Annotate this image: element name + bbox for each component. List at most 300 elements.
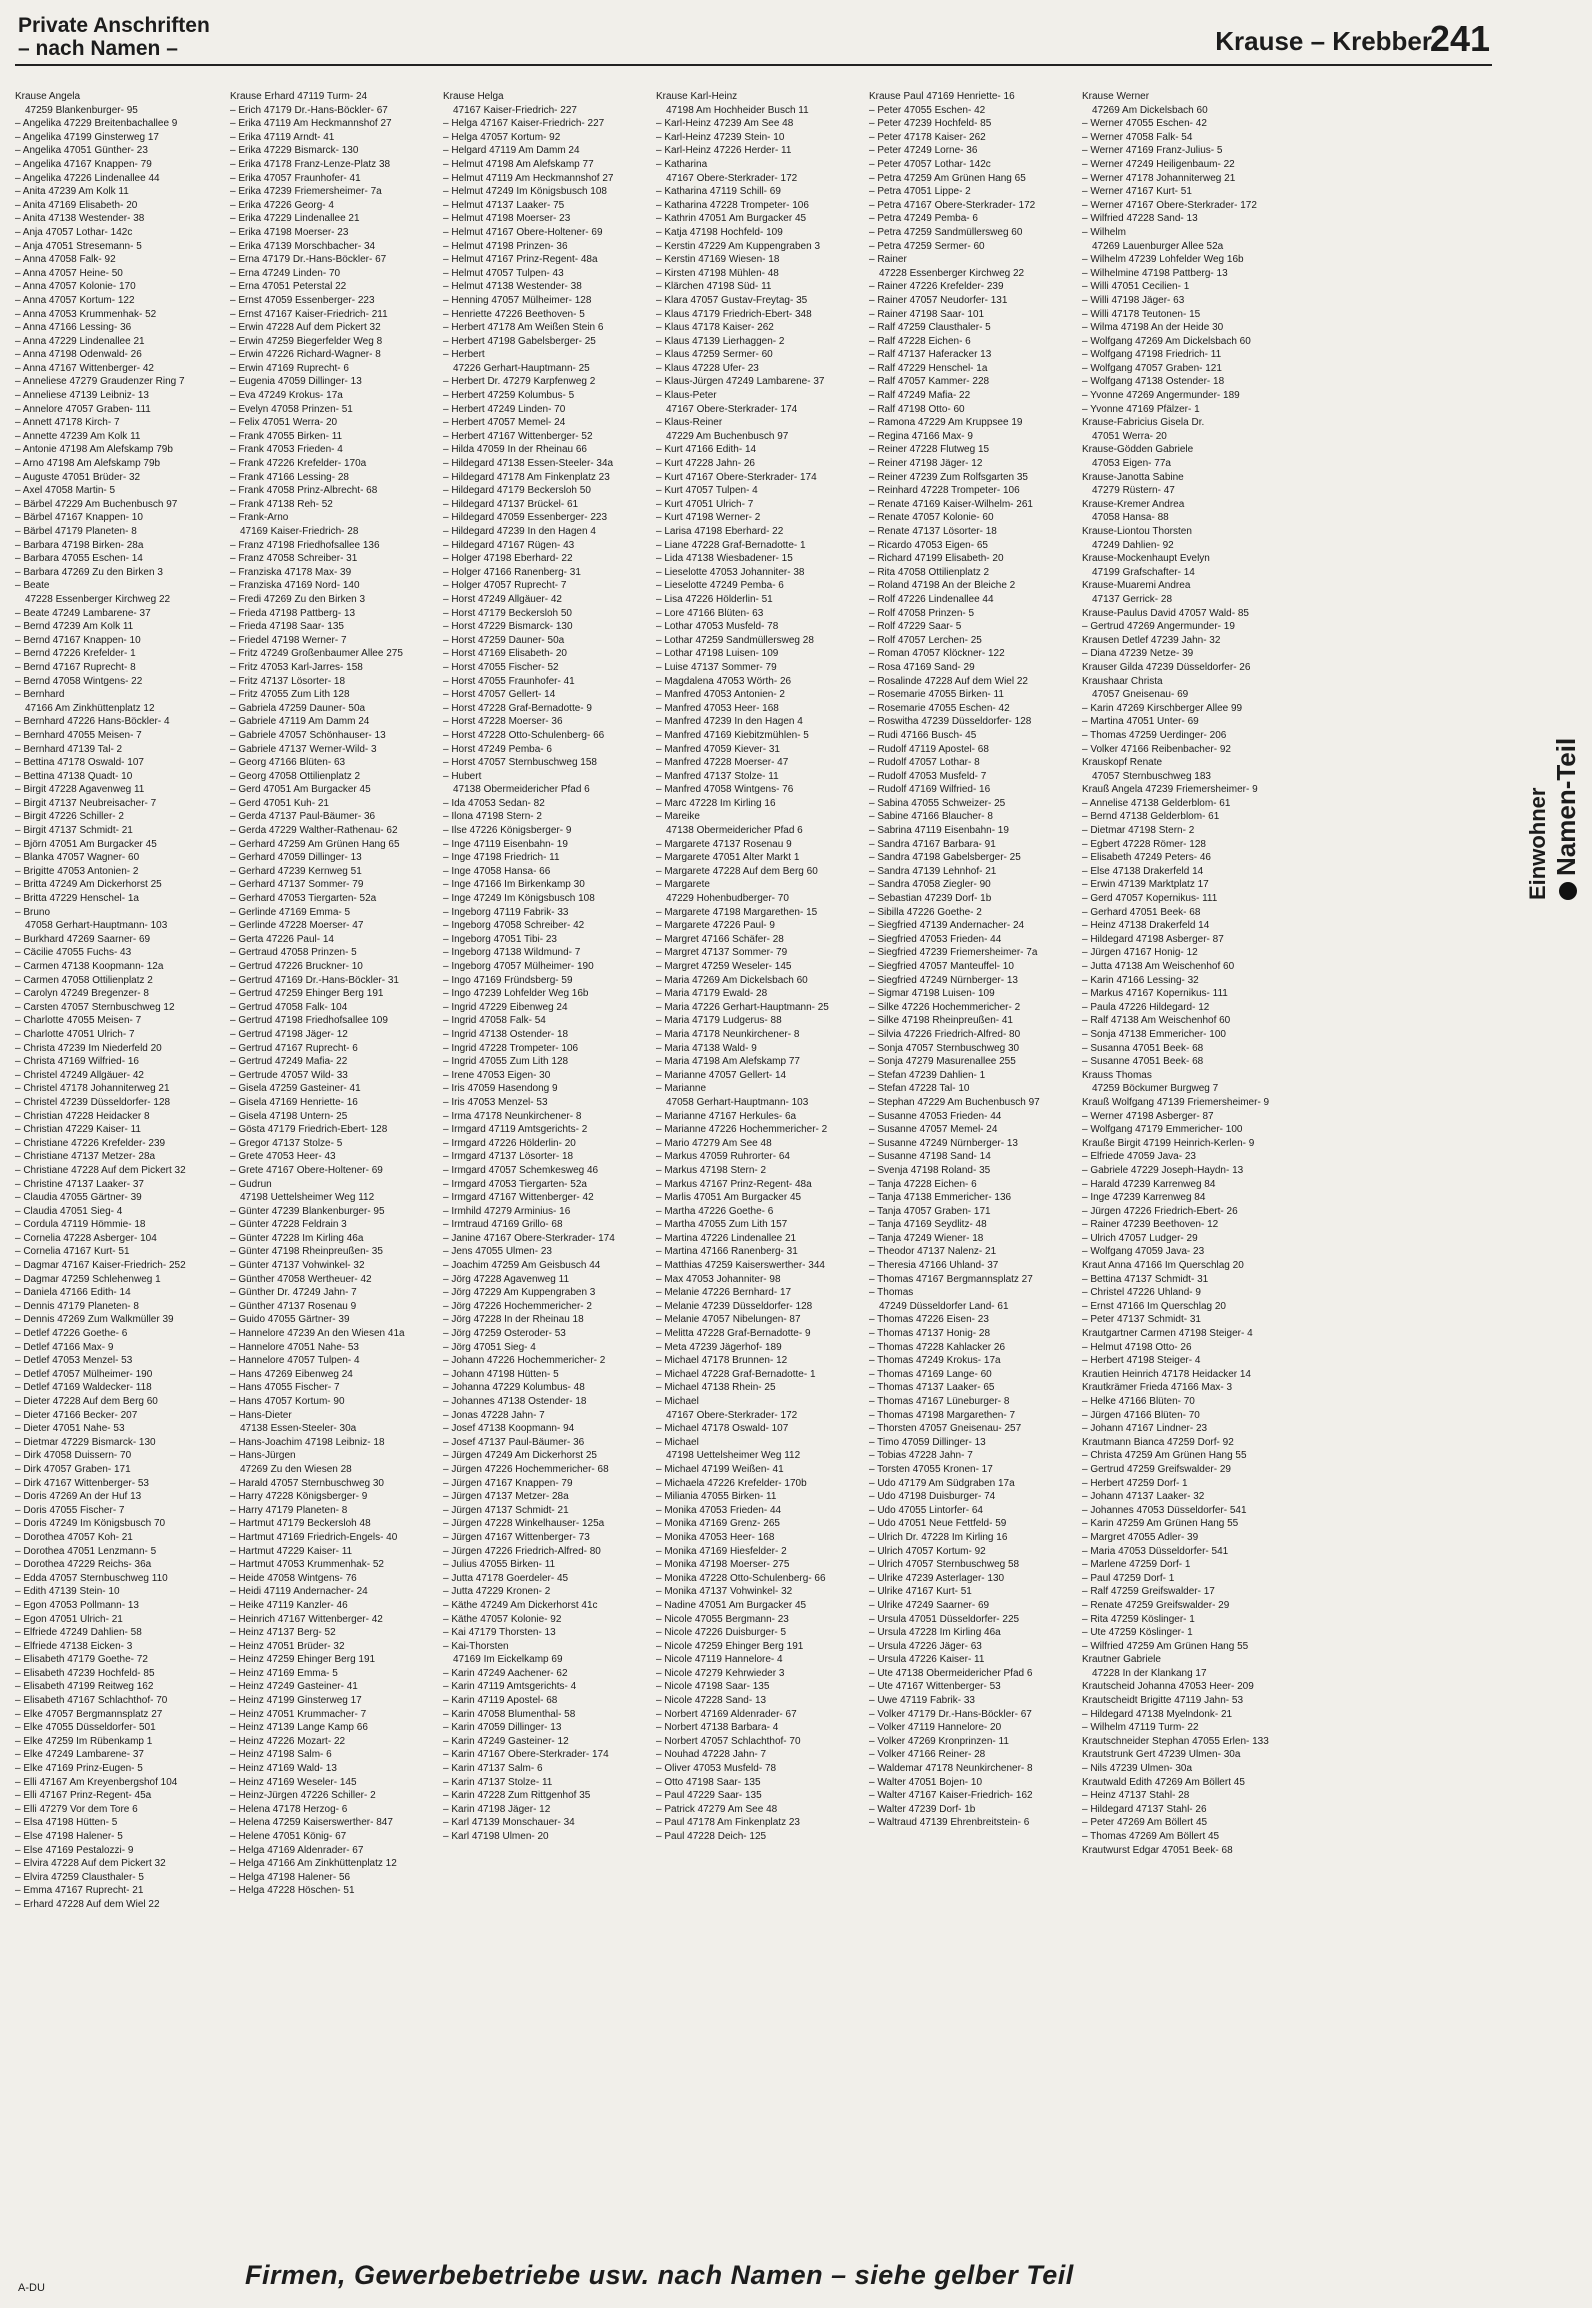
listing-entry: – Rainer 47239 Beethoven- 12 xyxy=(1082,1219,1219,1231)
listing-entry: – Kurt 47166 Edith- 14 xyxy=(656,444,757,456)
listing-entry: – Johanna 47229 Kolumbus- 48 xyxy=(443,1382,585,1394)
listing-entry: – Bernd 47058 Wintgens- 22 xyxy=(15,675,143,687)
listing-entry: – Hans-Dieter xyxy=(230,1409,292,1421)
listing-entry: Krauser Gilda 47239 Düsseldorfer- 26 xyxy=(1082,661,1251,673)
listing-entry: – Renate 47137 Lösorter- 18 xyxy=(869,526,997,537)
listing-entry: – Horst 47169 Elisabeth- 20 xyxy=(443,648,567,660)
listing-entry: – Christel 47249 Allgäuer- 42 xyxy=(15,1069,144,1081)
listing-entry: – Ingeborg 47057 Mülheimer- 190 xyxy=(443,961,594,972)
listing-entry: – Peter 47249 Lorne- 36 xyxy=(869,145,978,157)
listing-entry: – Bernhard xyxy=(15,689,65,701)
listing-entry: 47138 Obermeidericher Pfad 6 xyxy=(666,825,803,837)
listing-entry: – Jörg 47228 Agavenweg 11 xyxy=(443,1273,570,1285)
listing-entry: – Monika 47169 Hiesfelder- 2 xyxy=(656,1545,787,1557)
listing-entry: – Evelyn 47058 Prinzen- 51 xyxy=(230,403,353,415)
listing-entry: – Margret 47166 Schäfer- 28 xyxy=(656,933,784,945)
listing-entry: – Udo 47198 Duisburger- 74 xyxy=(869,1491,996,1503)
listing-entry: – Kurt 47198 Werner- 2 xyxy=(656,512,761,524)
listing-column-2 xyxy=(230,90,435,2240)
listing-entry: – Angelika 47229 Breitenbachallee 9 xyxy=(15,118,178,130)
listing-entry: – Anita 47138 Westender- 38 xyxy=(15,213,145,225)
listing-entry: – Magdalena 47053 Wörth- 26 xyxy=(656,675,792,687)
listing-entry: – Klara 47057 Gustav-Freytag- 35 xyxy=(656,294,808,306)
listing-entry: – Bernd 47138 Gelderblom- 61 xyxy=(1082,811,1220,823)
listing-entry: – Thorsten 47057 Gneisenau- 257 xyxy=(869,1423,1022,1435)
listing-entry: – Gisela 47198 Untern- 25 xyxy=(230,1110,348,1122)
listing-entry: Krause-Mockenhaupt Evelyn xyxy=(1082,553,1210,565)
listing-entry: – Rosalinde 47228 Auf dem Wiel 22 xyxy=(869,675,1028,687)
listing-entry: – Doris 47055 Fischer- 7 xyxy=(15,1504,125,1516)
listing-entry: Krautien Heinrich 47178 Heidacker 14 xyxy=(1082,1368,1251,1380)
listing-entry: – Ilona 47198 Stern- 2 xyxy=(443,811,542,823)
listing-entry: – Walter 47239 Dorf- 1b xyxy=(869,1803,976,1815)
listing-entry: – Horst 47228 Graf-Bernadotte- 9 xyxy=(443,702,592,714)
listing-entry: – Ingo 47169 Fründsberg- 59 xyxy=(443,974,573,986)
listing-entry: – Ralf 47249 Mafia- 22 xyxy=(869,390,971,402)
listing-entry: – Frank 47055 Birken- 11 xyxy=(230,430,343,442)
listing-entry: – Rudolf 47119 Apostel- 68 xyxy=(869,743,989,755)
listing-entry: – Ulrike 47239 Asterlager- 130 xyxy=(869,1572,1005,1584)
listing-entry: – Sibilla 47226 Goethe- 2 xyxy=(869,906,982,918)
listing-entry: – Heinz 47226 Mozart- 22 xyxy=(230,1735,346,1747)
listing-entry: – Elvira 47259 Clausthaler- 5 xyxy=(15,1871,144,1883)
listing-entry: – Karin 47269 Kirschberger Allee 99 xyxy=(1082,702,1243,714)
listing-entry: – Monika 47137 Vohwinkel- 32 xyxy=(656,1586,793,1598)
listing-entry: – Gerhard 47053 Tiergarten- 52a xyxy=(230,893,377,905)
listing-entry: – Gertrud 47058 Falk- 104 xyxy=(230,1001,348,1013)
listing-entry: – Karin 47249 Aachener- 62 xyxy=(443,1667,568,1679)
listing-entry: – Reiner 47198 Jäger- 12 xyxy=(869,458,983,470)
listing-entry: – Lida 47138 Wiesbadener- 15 xyxy=(656,553,793,565)
listing-entry: – Claudia 47051 Sieg- 4 xyxy=(15,1205,123,1217)
listing-entry: – Fritz 47055 Zum Lith 128 xyxy=(230,689,350,701)
listing-entry: – Ralf 47137 Haferacker 13 xyxy=(869,349,992,361)
listing-entry: – Maria 47179 Ludgerus- 88 xyxy=(656,1015,782,1027)
listing-entry: – Wolfgang 47057 Graben- 121 xyxy=(1082,362,1222,374)
listing-entry: – Paul 47178 Am Finkenplatz 23 xyxy=(656,1817,800,1829)
listing-entry: – Ricardo 47053 Eigen- 65 xyxy=(869,539,988,551)
listing-entry: – Michael xyxy=(656,1436,699,1448)
listing-entry: – Paula 47226 Hildegard- 12 xyxy=(1082,1001,1210,1013)
listing-entry: – Egbert 47228 Römer- 128 xyxy=(1082,838,1206,850)
listing-entry: – Fredi 47269 Zu den Birken 3 xyxy=(230,593,366,605)
listing-entry: 47228 Essenberger Kirchweg 22 xyxy=(25,593,171,605)
listing-entry: – Kurt 47057 Tulpen- 4 xyxy=(656,485,758,497)
listing-entry: – Bernhard 47055 Meisen- 7 xyxy=(15,729,142,741)
listing-entry: – Gisela 47259 Gasteiner- 41 xyxy=(230,1083,361,1095)
listing-entry: Krauskopf Renate xyxy=(1082,757,1163,769)
listing-entry: – Sandra 47139 Lehnhof- 21 xyxy=(869,865,997,877)
listing-entry: – Jörg 47229 Am Kuppengraben 3 xyxy=(443,1287,596,1299)
listing-entry: – Helga 47198 Halener- 56 xyxy=(230,1871,351,1883)
listing-entry: – Susanna 47051 Beek- 68 xyxy=(1082,1042,1204,1054)
listing-entry: – Kerstin 47229 Am Kuppengraben 3 xyxy=(656,240,821,252)
listing-entry: – Werner 47055 Eschen- 42 xyxy=(1082,118,1207,130)
listing-entry: – Auguste 47051 Brüder- 32 xyxy=(15,471,141,483)
listing-entry: – Gabriele 47057 Schönhauser- 13 xyxy=(230,729,386,741)
listing-entry: – Erwin 47139 Marktplatz 17 xyxy=(1082,879,1209,891)
listing-entry: – Wilhelm 47239 Lohfelder Weg 16b xyxy=(1082,254,1244,266)
listing-entry: Krauß Angela 47239 Friemersheimer- 9 xyxy=(1082,784,1258,796)
listing-entry: – Karin 47166 Lessing- 32 xyxy=(1082,974,1199,986)
listing-entry: – Matthias 47259 Kaiserswerther- 344 xyxy=(656,1260,825,1272)
listing-entry: – Helmut 47119 Am Heckmannshof 27 xyxy=(443,172,614,184)
listing-entry: – Manfred 47239 In den Hagen 4 xyxy=(656,716,803,728)
listing-entry: – Frank 47166 Lessing- 28 xyxy=(230,471,349,483)
listing-entry: – Egon 47053 Pollmann- 13 xyxy=(15,1599,139,1611)
listing-entry: – Herbert 47259 Dorf- 1 xyxy=(1082,1477,1188,1489)
listing-entry: 47057 Sternbuschweg 183 xyxy=(1092,770,1211,782)
listing-entry: – Martina 47226 Lindenallee 21 xyxy=(656,1232,797,1244)
listing-entry: – Margarete 47198 Margarethen- 15 xyxy=(656,906,818,918)
listing-entry: – Willi 47198 Jäger- 63 xyxy=(1082,294,1185,306)
listing-entry: – Rolf 47058 Prinzen- 5 xyxy=(869,607,975,619)
listing-entry: – Jutta 47178 Goerdeler- 45 xyxy=(443,1572,569,1584)
listing-entry: – Ulrich 47057 Sternbuschweg 58 xyxy=(869,1559,1020,1571)
listing-entry: – Ralf 47229 Henschel- 1a xyxy=(869,362,988,374)
listing-entry: – Thomas 47226 Eisen- 23 xyxy=(869,1314,989,1326)
listing-entry: – Elisabeth 47179 Goethe- 72 xyxy=(15,1654,148,1666)
listing-entry: – Paul 47259 Dorf- 1 xyxy=(1082,1572,1175,1584)
listing-entry: – Manfred 47169 Kiebitzmühlen- 5 xyxy=(656,729,809,741)
listing-entry: – Sandra 47167 Barbara- 91 xyxy=(869,838,996,850)
listing-entry: – Werner 47167 Kurt- 51 xyxy=(1082,186,1192,198)
listing-entry: – Bettina 47138 Quadt- 10 xyxy=(15,770,133,782)
listing-entry: – Henning 47057 Mülheimer- 128 xyxy=(443,294,592,306)
listing-entry: – Werner 47169 Franz-Julius- 5 xyxy=(1082,145,1223,157)
listing-entry: – Peter 47137 Schmidt- 31 xyxy=(1082,1314,1201,1326)
listing-entry: – Gerlinde 47169 Emma- 5 xyxy=(230,906,351,918)
listing-entry: – Carmen 47138 Koopmann- 12a xyxy=(15,961,164,972)
listing-entry: – Elke 47057 Bergmannsplatz 27 xyxy=(15,1708,163,1720)
listing-entry: – Inge 47198 Friedrich- 11 xyxy=(443,852,560,864)
listing-entry: – Marianne 47167 Herkules- 6a xyxy=(656,1110,797,1122)
listing-entry: – Wolfgang 47198 Friedrich- 11 xyxy=(1082,349,1222,361)
listing-entry: – Gerhard 47259 Am Grünen Hang 65 xyxy=(230,838,400,850)
listing-entry: – Sonja 47279 Masurenallee 255 xyxy=(869,1056,1016,1068)
listing-entry: – Heinz 47198 Salm- 6 xyxy=(230,1749,332,1761)
listing-entry: – Ute 47138 Obermeidericher Pfad 6 xyxy=(869,1667,1033,1679)
listing-entry: 47228 In der Klankang 17 xyxy=(1092,1667,1207,1679)
listing-entry: – Rolf 47057 Lerchen- 25 xyxy=(869,634,982,646)
listing-entry: – Kurt 47051 Ulrich- 7 xyxy=(656,498,754,510)
listing-entry: – Erika 47057 Fraunhofer- 41 xyxy=(230,172,361,184)
listing-entry: – Rosemarie 47055 Birken- 11 xyxy=(869,689,1004,701)
listing-entry: – Theresia 47166 Uhland- 37 xyxy=(869,1260,999,1272)
listing-entry: – Udo 47179 Am Südgraben 17a xyxy=(869,1477,1015,1489)
listing-entry: – Rudolf 47169 Wilfried- 16 xyxy=(869,784,991,796)
listing-entry: – Lothar 47259 Sandmüllersweg 28 xyxy=(656,634,814,646)
listing-entry: – Dietmar 47198 Stern- 2 xyxy=(1082,825,1195,837)
listing-entry: – Anna 47057 Kolonie- 170 xyxy=(15,281,136,293)
listing-entry: – Helga 47166 Am Zinkhüttenplatz 12 xyxy=(230,1858,397,1870)
listing-entry: – Frank 47138 Reh- 52 xyxy=(230,498,333,510)
listing-entry: – Irmgard 47057 Schemkesweg 46 xyxy=(443,1164,599,1176)
listing-entry: – Helene 47051 König- 67 xyxy=(230,1831,347,1842)
listing-entry: – Dietmar 47229 Bismarck- 130 xyxy=(15,1436,156,1448)
listing-entry: – Birgit 47226 Schiller- 2 xyxy=(15,811,124,823)
listing-entry: – Norbert 47169 Aldenrader- 67 xyxy=(656,1708,797,1720)
listing-entry: – Hubert xyxy=(443,770,482,782)
listing-entry: – Barbara 47269 Zu den Birken 3 xyxy=(15,566,163,578)
listing-entry: – Helmut 47198 Otto- 26 xyxy=(1082,1341,1192,1353)
listing-entry: – Maria 47226 Gerhart-Hauptmann- 25 xyxy=(656,1001,829,1013)
listing-entry: – Silke 47198 Rheinpreußen- 41 xyxy=(869,1015,1013,1027)
listing-entry: – Jörg 47228 In der Rheinau 18 xyxy=(443,1314,584,1326)
listing-entry: – Barbara 47055 Eschen- 14 xyxy=(15,553,143,565)
listing-entry: – Roman 47057 Klöckner- 122 xyxy=(869,648,1005,660)
listing-entry: – Waldemar 47178 Neunkirchener- 8 xyxy=(869,1763,1033,1775)
listing-entry: 47259 Böckumer Burgweg 7 xyxy=(1092,1083,1219,1095)
listing-entry: – Michael 47199 Weißen- 41 xyxy=(656,1463,784,1475)
listing-entry: – Katja 47198 Hochfeld- 109 xyxy=(656,226,783,238)
listing-entry: – Gabriela 47259 Dauner- 50a xyxy=(230,702,366,714)
side-tab-top: Einwohner xyxy=(1525,787,1550,900)
listing-entry: – Helga 47057 Kortum- 92 xyxy=(443,131,561,143)
listing-entry: – Liane 47228 Graf-Bernadotte- 1 xyxy=(656,539,806,551)
listing-entry: – Ursula 47226 Kaiser- 11 xyxy=(869,1654,985,1666)
listing-entry: – Rudolf 47057 Lothar- 8 xyxy=(869,757,980,769)
listing-entry: 47058 Gerhart-Hauptmann- 103 xyxy=(25,920,168,932)
listing-entry: – Heinz 47051 Krummacher- 7 xyxy=(230,1708,367,1720)
listing-entry: – Gerhard 47137 Sommer- 79 xyxy=(230,879,364,891)
listing-entry: – Petra 47051 Lippe- 2 xyxy=(869,186,971,198)
listing-entry: – Torsten 47055 Kronen- 17 xyxy=(869,1463,993,1475)
listing-entry: – Manfred 47053 Antonien- 2 xyxy=(656,689,785,701)
listing-entry: 47198 Am Hochheider Busch 11 xyxy=(666,104,809,116)
listing-entry: – Wilfried 47259 Am Grünen Hang 55 xyxy=(1082,1640,1249,1652)
listing-entry: – Ursula 47226 Jäger- 63 xyxy=(869,1640,982,1652)
listing-entry: – Jürgen 47226 Friedrich-Alfred- 80 xyxy=(443,1545,601,1557)
listing-entry: – Anita 47169 Elisabeth- 20 xyxy=(15,199,138,211)
listing-entry: – Tanja 47169 Seydlitz- 48 xyxy=(869,1219,987,1231)
listing-entry: – Volker 47179 Dr.-Hans-Böckler- 67 xyxy=(869,1708,1032,1720)
listing-entry: – Helmut 47138 Westender- 38 xyxy=(443,281,582,293)
listing-entry: – Regina 47166 Max- 9 xyxy=(869,430,973,442)
listing-entry: – Susanne 47198 Sand- 14 xyxy=(869,1151,991,1163)
listing-entry: – Ute 47259 Köslinger- 1 xyxy=(1082,1627,1193,1639)
listing-entry: – Hartmut 47169 Friedrich-Engels- 40 xyxy=(230,1531,398,1543)
listing-entry: Krautschneider Stephan 47055 Erlen- 133 xyxy=(1082,1735,1269,1747)
listing-entry: – Anna 47053 Krummenhak- 52 xyxy=(15,308,157,320)
listing-entry: – Heinz 47169 Weseler- 145 xyxy=(230,1776,357,1788)
listing-entry: 47138 Essen-Steeler- 30a xyxy=(240,1423,357,1435)
listing-entry: – Günter 47198 Rheinpreußen- 35 xyxy=(230,1246,383,1258)
listing-entry: – Gerhard 47059 Dillinger- 13 xyxy=(230,852,362,864)
listing-entry: – Klaus 47228 Ufer- 23 xyxy=(656,362,759,374)
listing-entry: – Erika 47139 Morschbacher- 34 xyxy=(230,240,376,252)
listing-entry: – Anna 47166 Lessing- 36 xyxy=(15,322,132,334)
listing-entry: – Erika 47119 Am Heckmannshof 27 xyxy=(230,118,392,130)
listing-entry: – Norbert 47138 Barbara- 4 xyxy=(656,1722,779,1734)
listing-entry: – Nils 47239 Ulmen- 30a xyxy=(1082,1763,1193,1775)
listing-entry: – Susanne 47057 Memel- 24 xyxy=(869,1124,998,1136)
listing-entry: – Monika 47169 Grenz- 265 xyxy=(656,1518,780,1530)
listing-entry: – Michaela 47226 Krefelder- 170b xyxy=(656,1477,807,1489)
listing-entry: Krause Karl-Heinz xyxy=(656,91,738,102)
listing-entry: 47169 Im Eickelkamp 69 xyxy=(453,1654,563,1666)
listing-columns xyxy=(15,90,1300,2240)
listing-entry: Krauße Birgit 47199 Heinrich-Kerlen- 9 xyxy=(1082,1137,1255,1149)
listing-entry: – Frank 47053 Frieden- 4 xyxy=(230,444,343,456)
listing-entry: Krautscheid Johanna 47053 Heer- 209 xyxy=(1082,1681,1254,1693)
listing-entry: – Tobias 47228 Jahn- 7 xyxy=(869,1450,973,1462)
listing-entry: Krauß Wolfgang 47139 Friemersheimer- 9 xyxy=(1082,1096,1270,1108)
listing-entry: – Ralf 47138 Am Weischenhof 60 xyxy=(1082,1015,1231,1027)
listing-entry: – Rudi 47166 Busch- 45 xyxy=(869,729,977,741)
listing-entry: – Bärbel 47229 Am Buchenbusch 97 xyxy=(15,498,178,510)
listing-entry: – Gertrude 47057 Wild- 33 xyxy=(230,1069,348,1081)
listing-entry: – Thomas xyxy=(869,1287,914,1299)
listing-entry: – Sandra 47058 Ziegler- 90 xyxy=(869,879,991,891)
area-code: A-DU xyxy=(18,2282,45,2294)
listing-entry: – Horst 47228 Otto-Schulenberg- 66 xyxy=(443,729,605,741)
listing-entry: – Blanka 47057 Wagner- 60 xyxy=(15,852,140,864)
listing-entry: – Wolfgang 47269 Am Dickelsbach 60 xyxy=(1082,335,1251,347)
listing-entry: – Eugenia 47059 Dillinger- 13 xyxy=(230,376,362,388)
listing-entry: – Anneliese 47139 Leibniz- 13 xyxy=(15,390,149,402)
listing-entry: – Ulrike 47167 Kurt- 51 xyxy=(869,1586,972,1598)
listing-entry: – Daniela 47166 Edith- 14 xyxy=(15,1287,131,1299)
listing-entry: 47198 Uettelsheimer Weg 112 xyxy=(240,1192,375,1204)
listing-entry: – Guido 47055 Gärtner- 39 xyxy=(230,1314,350,1326)
listing-entry: – Markus 47167 Kopernikus- 111 xyxy=(1082,988,1228,1000)
listing-entry: – Erna 47179 Dr.-Hans-Böckler- 67 xyxy=(230,254,387,266)
listing-entry: – Dagmar 47167 Kaiser-Friedrich- 252 xyxy=(15,1260,186,1272)
listing-entry: – Christiane 47137 Metzer- 28a xyxy=(15,1151,156,1163)
listing-entry: – Elli 47279 Vor dem Tore 6 xyxy=(15,1803,138,1815)
listing-entry: – Herbert 47259 Kolumbus- 5 xyxy=(443,390,575,402)
listing-entry: – Elisabeth 47249 Peters- 46 xyxy=(1082,852,1211,864)
listing-entry: – Sigmar 47198 Luisen- 109 xyxy=(869,988,995,1000)
listing-entry: – Anna 47198 Odenwald- 26 xyxy=(15,349,142,361)
listing-entry: – Bärbel 47179 Planeten- 8 xyxy=(15,526,137,537)
listing-entry: – Erwin 47169 Ruprecht- 6 xyxy=(230,362,349,374)
listing-entry: – Marc 47228 Im Kirling 16 xyxy=(656,797,776,809)
listing-entry: – Margarete 47137 Rosenau 9 xyxy=(656,838,792,850)
listing-entry: – Irmgard 47119 Amtsgerichts- 2 xyxy=(443,1124,588,1136)
listing-entry: – Gerlinde 47228 Moerser- 47 xyxy=(230,920,364,932)
listing-entry: – Klaus 47179 Friedrich-Ebert- 348 xyxy=(656,308,812,320)
listing-entry: – Erhard 47228 Auf dem Wiel 22 xyxy=(15,1898,160,1910)
section-title-line1: Private Anschriften xyxy=(18,14,210,37)
listing-entry: – Elke 47259 Im Rübenkamp 1 xyxy=(15,1735,153,1747)
listing-entry: – Wilhelmine 47198 Pattberg- 13 xyxy=(1082,267,1228,279)
listing-entry: – Josef 47138 Koopmann- 94 xyxy=(443,1423,575,1435)
listing-entry: – Thomas 47137 Laaker- 65 xyxy=(869,1382,995,1394)
listing-entry: – Lothar 47053 Musfeld- 78 xyxy=(656,621,779,633)
listing-entry: – Johannes 47053 Düsseldorfer- 541 xyxy=(1082,1504,1247,1516)
listing-entry: – Wolfgang 47138 Ostender- 18 xyxy=(1082,376,1225,388)
listing-entry: – Manfred 47059 Kiever- 31 xyxy=(656,743,780,755)
listing-entry: – Maria 47053 Düsseldorfer- 541 xyxy=(1082,1545,1229,1557)
listing-entry: – Irmgard 47167 Wittenberger- 42 xyxy=(443,1192,594,1204)
listing-entry: – Annelise 47138 Gelderblom- 61 xyxy=(1082,797,1231,809)
listing-entry: – Detlef 47169 Waldecker- 118 xyxy=(15,1382,152,1394)
listing-entry: – Helmut 47198 Am Alefskamp 77 xyxy=(443,158,594,170)
listing-entry: – Fritz 47053 Karl-Jarres- 158 xyxy=(230,661,363,673)
listing-entry: 47269 Am Dickelsbach 60 xyxy=(1092,104,1208,116)
listing-entry: – Susanne 47051 Beek- 68 xyxy=(1082,1056,1204,1068)
listing-entry: – Antonie 47198 Am Alefskamp 79b xyxy=(15,444,173,456)
listing-entry: – Gerd 47057 Kopernikus- 111 xyxy=(1082,893,1218,905)
listing-entry: – Elke 47055 Düsseldorfer- 501 xyxy=(15,1722,156,1734)
listing-entry: – Gabriele 47119 Am Damm 24 xyxy=(230,716,370,728)
listing-entry: – Karin 47119 Amtsgerichts- 4 xyxy=(443,1681,577,1693)
listing-entry: – Elfriede 47059 Java- 23 xyxy=(1082,1151,1196,1163)
listing-entry: – Rosa 47169 Sand- 29 xyxy=(869,661,975,673)
listing-entry: – Paul 47229 Saar- 135 xyxy=(656,1790,762,1802)
listing-entry: 47269 Zu den Wiesen 28 xyxy=(240,1463,352,1475)
listing-entry: – Thomas 47169 Lange- 60 xyxy=(869,1368,992,1380)
listing-entry: – Michael xyxy=(656,1396,699,1407)
listing-entry: – Udo 47051 Neue Fettfeld- 59 xyxy=(869,1518,1007,1530)
listing-entry: – Roswitha 47239 Düsseldorfer- 128 xyxy=(869,716,1032,728)
listing-entry: – Hannelore 47057 Tulpen- 4 xyxy=(230,1355,360,1367)
listing-entry: – Heinz 47169 Emma- 5 xyxy=(230,1667,338,1679)
listing-entry: – Elvira 47228 Auf dem Pickert 32 xyxy=(15,1858,166,1870)
listing-entry: – Sabina 47055 Schweizer- 25 xyxy=(869,797,1006,809)
listing-entry: – Monika 47198 Moerser- 275 xyxy=(656,1559,790,1571)
listing-entry: – Gertrud 47249 Mafia- 22 xyxy=(230,1056,348,1068)
listing-entry: – Thomas 47167 Lüneburger- 8 xyxy=(869,1396,1010,1407)
listing-entry: – Heinz 47138 Drakerfeld 14 xyxy=(1082,920,1210,932)
footer-banner: Firmen, Gewerbebetriebe usw. nach Namen – siehe gelber Teil xyxy=(245,2260,1074,2290)
listing-entry: – Johannes 47138 Ostender- 18 xyxy=(443,1396,587,1407)
listing-entry: – Cornelia 47167 Kurt- 51 xyxy=(15,1246,130,1258)
listing-entry: – Marlene 47259 Dorf- 1 xyxy=(1082,1559,1191,1571)
listing-entry: – Karin 47228 Zum Rittgenhof 35 xyxy=(443,1790,591,1802)
listing-entry: – Irene 47053 Eigen- 30 xyxy=(443,1069,551,1081)
listing-entry: Krautner Gabriele xyxy=(1082,1654,1161,1666)
listing-entry: – Fritz 47249 Großenbaumer Allee 275 xyxy=(230,648,403,660)
listing-entry: – Detlef 47166 Max- 9 xyxy=(15,1341,114,1353)
listing-entry: – Karin 47198 Jäger- 12 xyxy=(443,1803,551,1815)
listing-entry: – Hildegard 47137 Brückel- 61 xyxy=(443,498,579,510)
listing-entry: – Klärchen 47198 Süd- 11 xyxy=(656,281,772,293)
listing-entry: – Melanie 47057 Nibelungen- 87 xyxy=(656,1314,801,1326)
listing-entry: – Melitta 47228 Graf-Bernadotte- 9 xyxy=(656,1328,811,1340)
listing-entry: – Anneliese 47279 Graudenzer Ring 7 xyxy=(15,376,185,388)
listing-entry: – Gudrun xyxy=(230,1178,272,1190)
listing-entry: – Erika 47198 Moerser- 23 xyxy=(230,226,349,238)
listing-entry: – Rainer 47057 Neudorfer- 131 xyxy=(869,294,1008,306)
listing-entry: – Klaus-Jürgen 47249 Lambarene- 37 xyxy=(656,376,825,388)
listing-entry: – Hildegard 47179 Beckersloh 50 xyxy=(443,485,591,497)
listing-entry: – Werner 47058 Falk- 54 xyxy=(1082,131,1193,143)
listing-entry: – Monika 47053 Heer- 168 xyxy=(656,1531,775,1543)
listing-entry: – Renate 47259 Greifswalder- 29 xyxy=(1082,1599,1230,1611)
listing-entry: – Yvonne 47269 Angermunder- 189 xyxy=(1082,390,1240,402)
listing-entry: – Angelika 47199 Ginsterweg 17 xyxy=(15,131,159,143)
listing-entry: – Stephan 47229 Am Buchenbusch 97 xyxy=(869,1096,1040,1108)
listing-entry: – Gösta 47179 Friedrich-Ebert- 128 xyxy=(230,1124,388,1136)
listing-entry: – Diana 47239 Netze- 39 xyxy=(1082,648,1194,660)
listing-entry: – Silke 47226 Hochemmericher- 2 xyxy=(869,1001,1021,1013)
listing-entry: – Volker 47166 Reiner- 28 xyxy=(869,1749,986,1761)
listing-entry: – Klaus-Reiner xyxy=(656,417,723,429)
listing-entry: – Bärbel 47167 Knappen- 10 xyxy=(15,512,143,524)
listing-entry: – Heinz 47137 Stahl- 28 xyxy=(1082,1790,1190,1802)
listing-entry: – Elke 47249 Lambarene- 37 xyxy=(15,1749,144,1761)
listing-entry: – Thomas 47137 Honig- 28 xyxy=(869,1328,991,1340)
listing-entry: 47229 Am Buchenbusch 97 xyxy=(666,430,789,442)
listing-entry: – Nicole 47226 Duisburger- 5 xyxy=(656,1627,787,1639)
listing-entry: – Klaus 47139 Lierhaggen- 2 xyxy=(656,335,785,347)
listing-entry: – Wilhelm xyxy=(1082,226,1126,238)
listing-entry: – Marianne 47226 Hochemmericher- 2 xyxy=(656,1124,828,1136)
listing-column-4 xyxy=(656,90,861,2240)
